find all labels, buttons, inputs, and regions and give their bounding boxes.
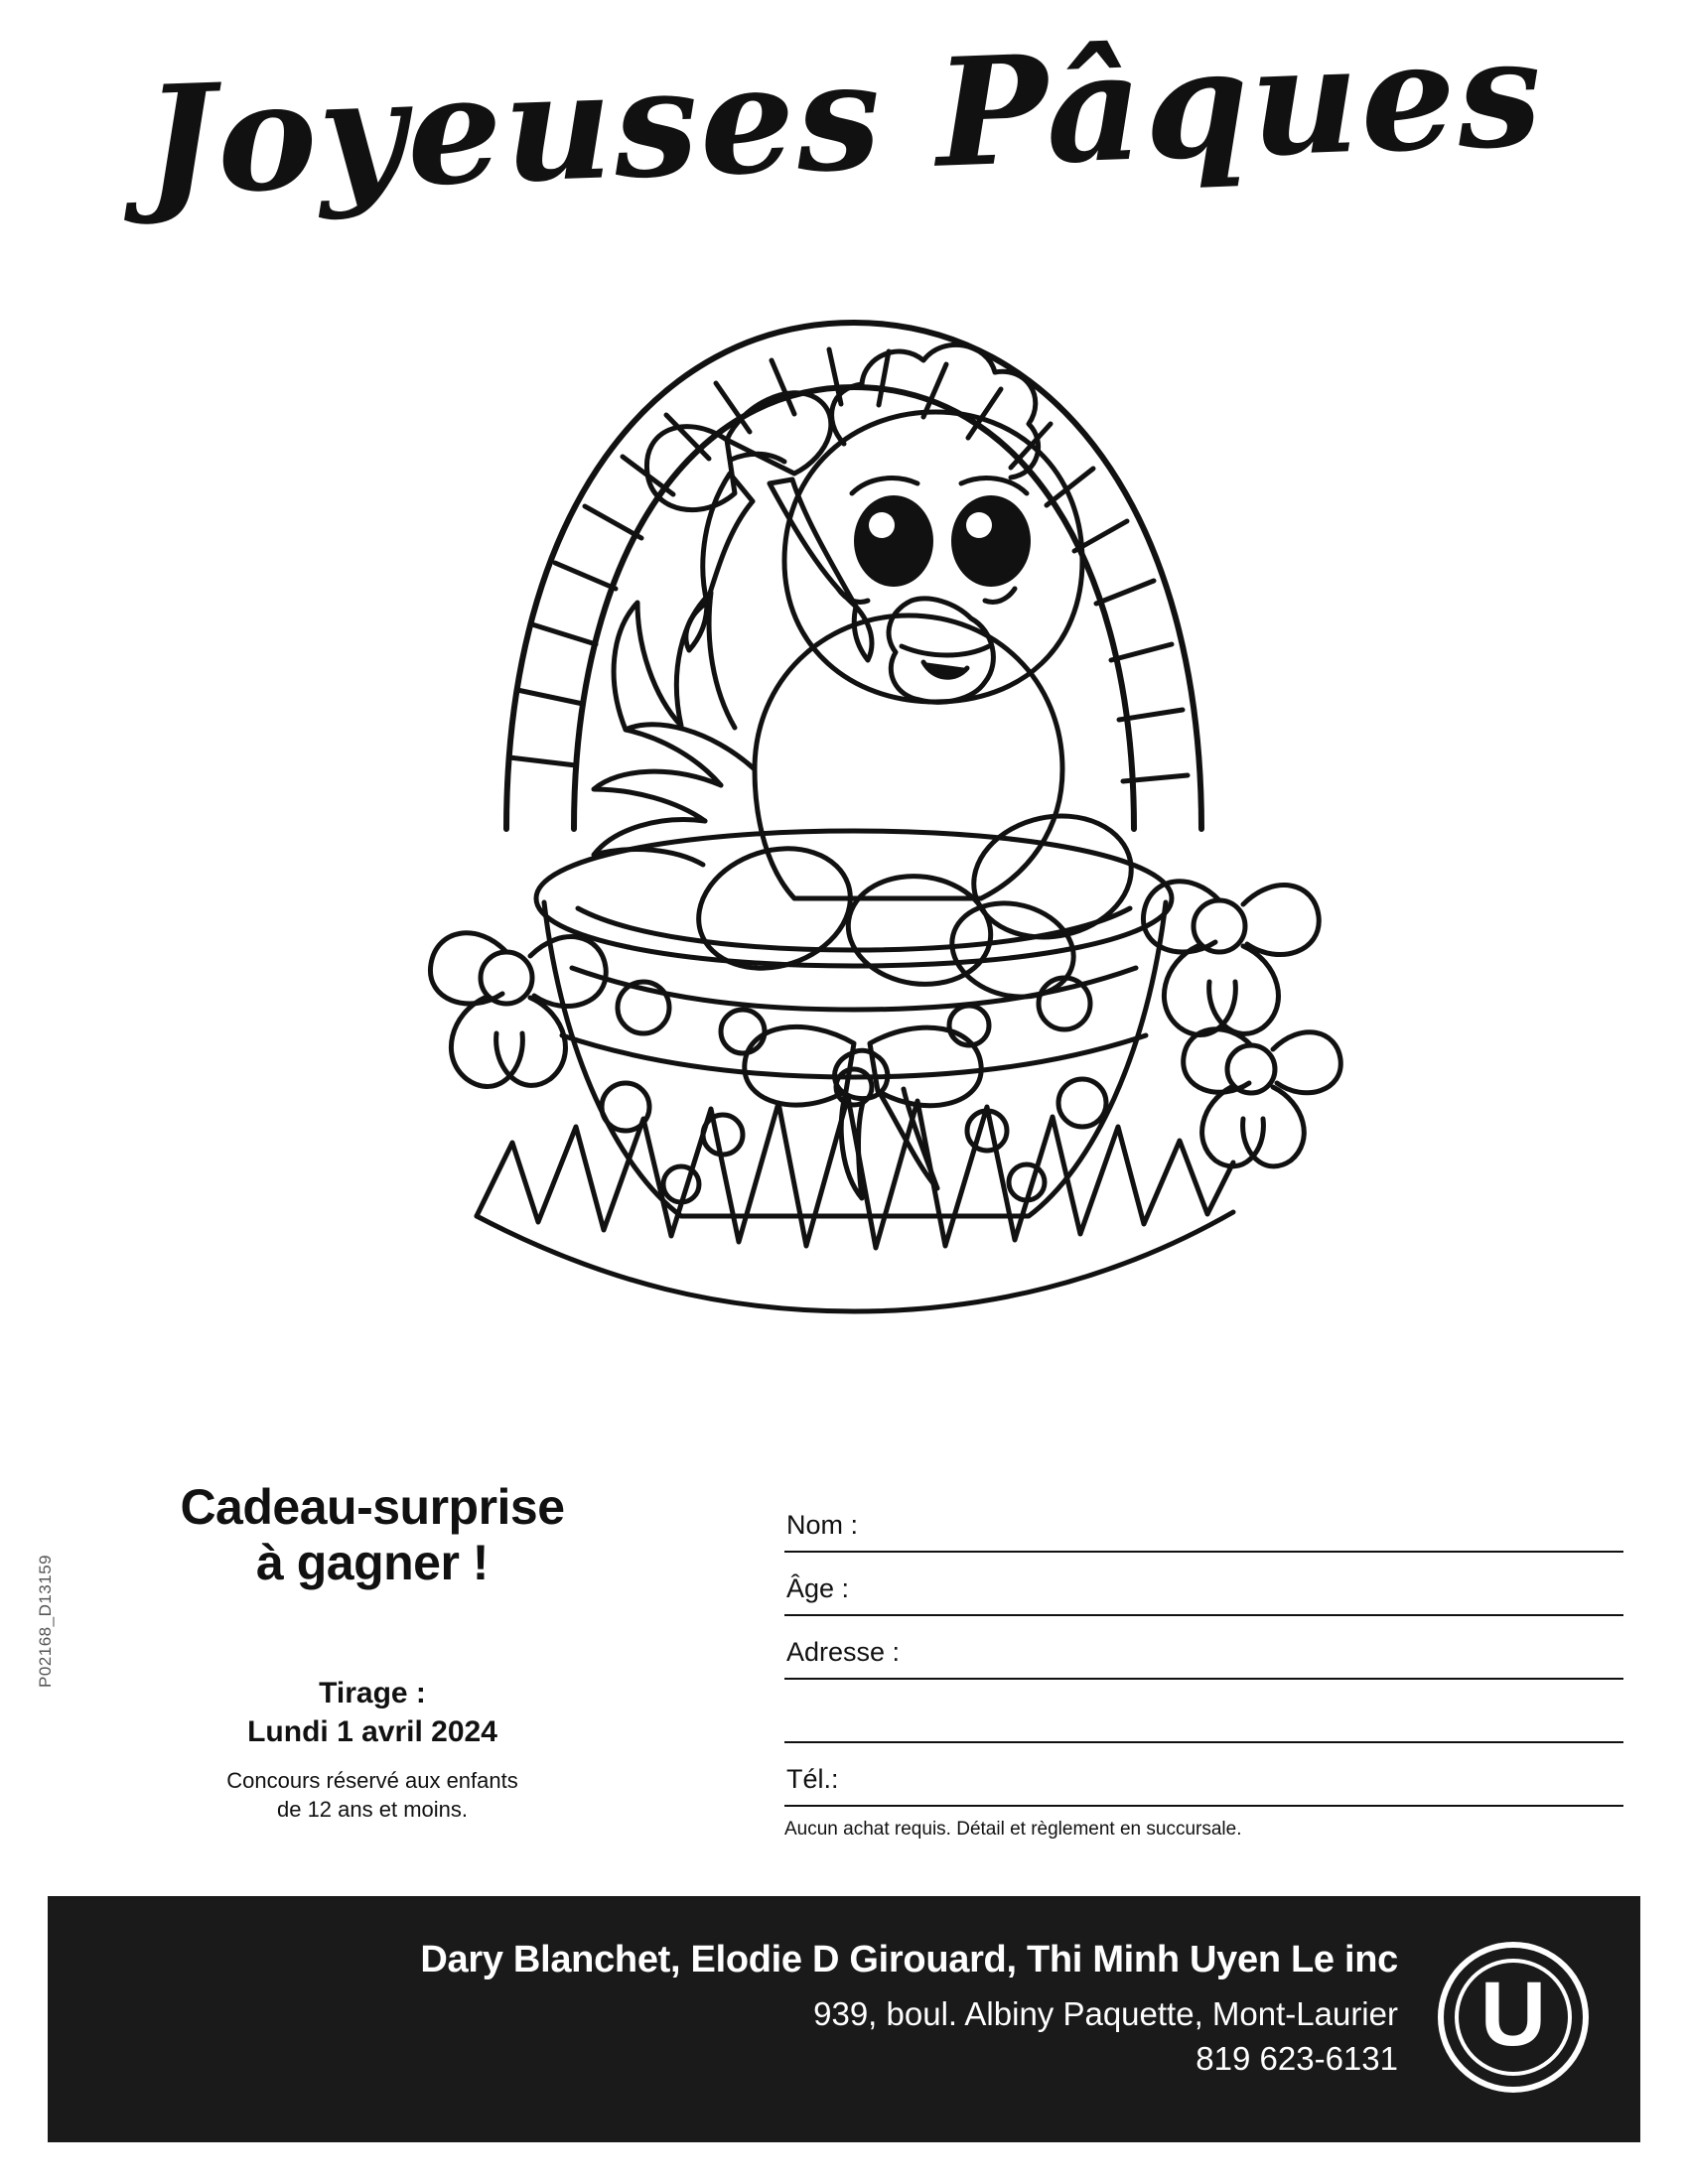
footer-text-block xyxy=(187,1938,1398,2078)
form-label-adresse: Adresse : xyxy=(786,1637,901,1667)
page-title: Joyeuses Pâques xyxy=(141,5,1547,229)
promo-headline-line1: Cadeau-surprise xyxy=(180,1479,565,1535)
eligibility-note xyxy=(94,1767,650,1824)
form-field-adresse-line2[interactable] xyxy=(784,1680,1623,1743)
footer-address: 939, boul. Albiny Paquette, Mont-Laurier xyxy=(813,1994,1398,2032)
promo-headline xyxy=(94,1479,650,1590)
promo-block xyxy=(94,1479,650,1824)
logo-letter: U xyxy=(1479,1964,1547,2065)
form-field-tel[interactable] xyxy=(784,1743,1623,1807)
footer-bar xyxy=(48,1896,1640,2142)
draw-label: Tirage : xyxy=(319,1677,426,1709)
draw-info xyxy=(94,1674,650,1751)
uniprix-logo-icon xyxy=(1438,1942,1589,2093)
eligibility-line2: de 12 ans et moins. xyxy=(276,1796,468,1822)
entry-form xyxy=(784,1489,1623,1841)
easter-basket-chick-illustration xyxy=(328,213,1380,1434)
form-field-age[interactable] xyxy=(784,1553,1623,1616)
draw-date: Lundi 1 avril 2024 xyxy=(247,1715,497,1748)
form-label-age: Âge : xyxy=(786,1573,850,1603)
footer-merchant-name: Dary Blanchet, Elodie D Girouard, Thi Minh Uyen Le inc xyxy=(420,1939,1398,1980)
form-label-tel: Tél.: xyxy=(786,1764,839,1794)
form-label-nom: Nom : xyxy=(786,1510,859,1540)
footer-phone: 819 623-6131 xyxy=(1196,2039,1398,2077)
eligibility-line1: Concours réservé aux enfants xyxy=(226,1768,518,1793)
promo-headline-line2: à gagner ! xyxy=(256,1535,489,1590)
form-disclaimer: Aucun achat requis. Détail et règlement en succursale. xyxy=(784,1819,1242,1840)
form-field-adresse[interactable] xyxy=(784,1616,1623,1680)
form-field-nom[interactable] xyxy=(784,1489,1623,1553)
print-code: P02168_D13159 xyxy=(36,1554,55,1688)
